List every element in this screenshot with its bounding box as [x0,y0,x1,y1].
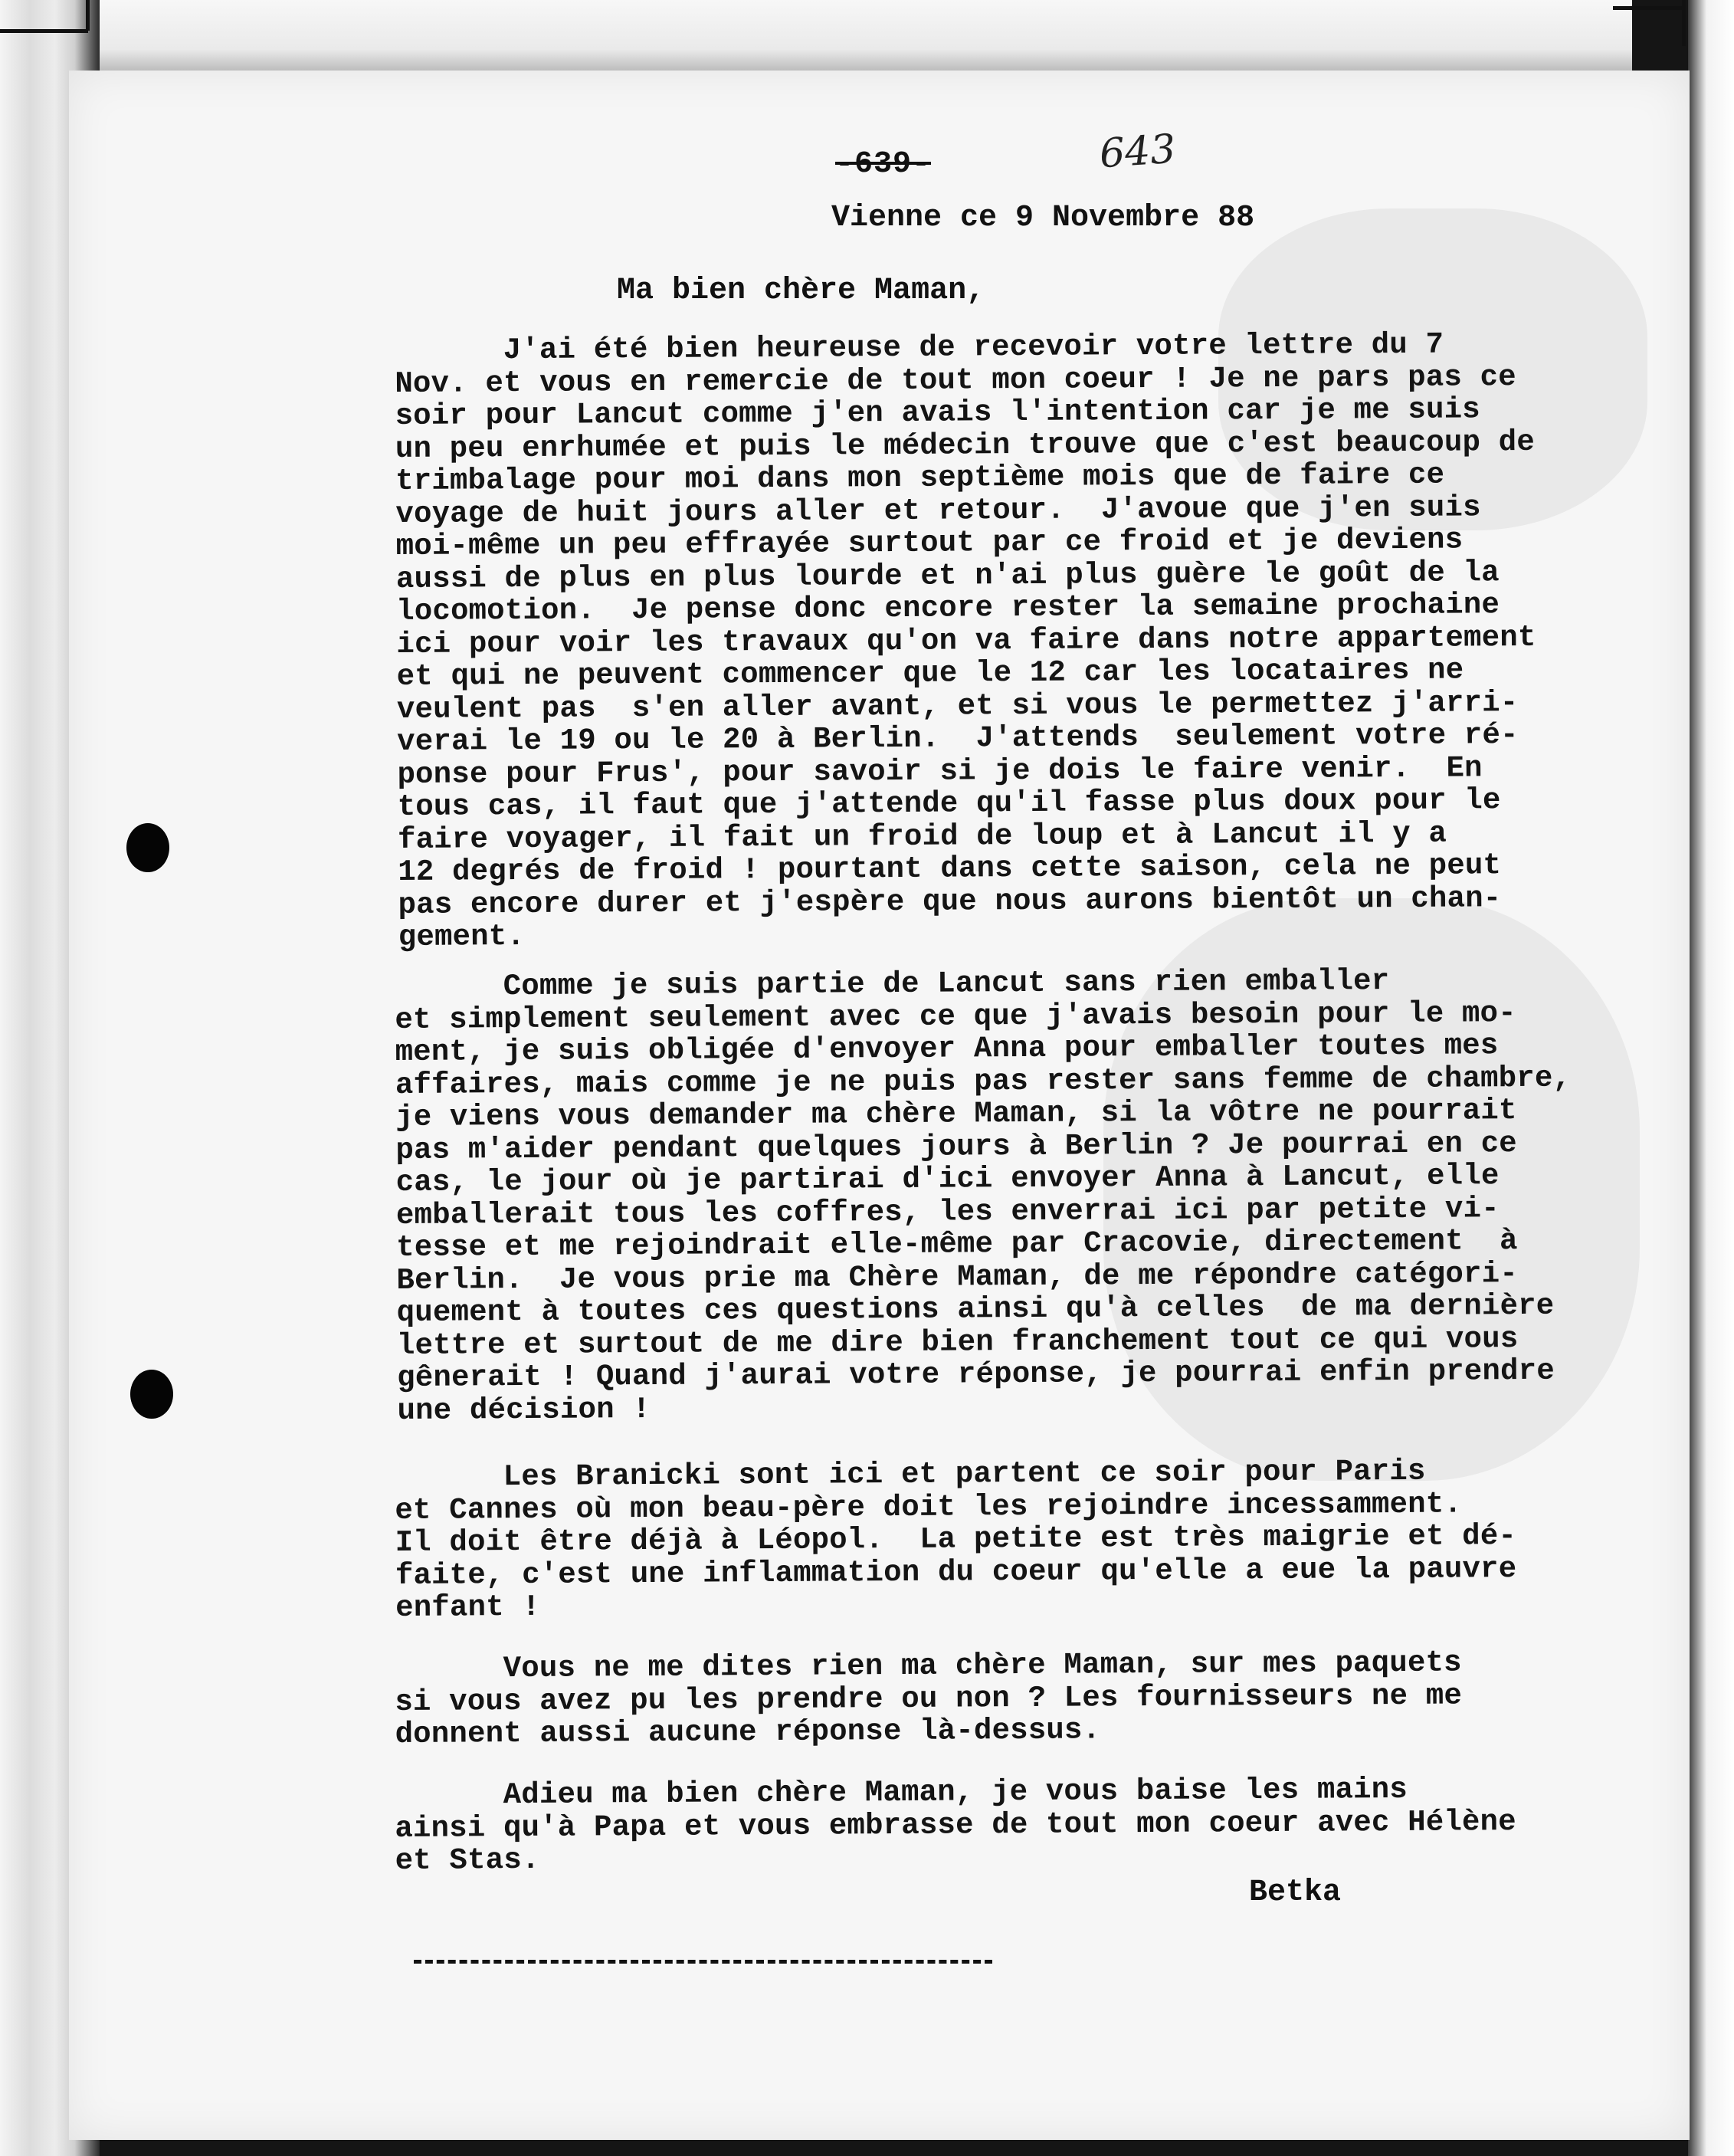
text-line: Il doit être déjà à Léopol. La petite est très maigrie et dé- [395,1519,1517,1560]
text-line: quement à toutes ces questions ainsi qu'à celles de ma dernière [396,1288,1555,1330]
text-line: Comme je suis partie de Lancut sans rien emballer [394,964,1390,1004]
text-line: voyage de huit jours aller et retour. J'avoue que j'en suis [395,490,1481,531]
crop-mark-top-left-vertical [86,0,90,31]
crop-mark-top-left-horizontal [0,29,88,33]
text-line: enfant ! [395,1590,541,1625]
paragraph-4 [395,1646,1690,1751]
paragraph-1 [395,327,1690,954]
paragraph-2 [395,963,1690,1427]
text-line: Nov. et vous en remercie de tout mon coeur ! Je ne pars pas ce [395,359,1516,401]
text-line: locomotion. Je pense donc encore rester la semaine prochaine [396,588,1500,628]
date-line: Vienne ce 9 Novembre 88 [831,201,1255,235]
text-line: emballerait tous les coffres, les enverrai ici par petite vi- [395,1191,1500,1232]
text-line: pas m'aider pendant quelques jours à Berlin ? Je pourrai en ce [395,1126,1517,1167]
text-line: et qui ne peuvent commencer que le 12 car les locataires ne [396,653,1464,694]
text-line: donnent aussi aucune réponse là-dessus. [395,1713,1101,1751]
punch-hole-top [126,823,169,872]
text-line: tesse et me rejoindrait elle-même par Cracovie, directement à [396,1224,1518,1265]
text-line: et Cannes où mon beau-père doit les rejoindre incessamment. [395,1486,1463,1528]
text-line: je viens vous demander ma chère Maman, si la vôtre ne pourrait [395,1094,1517,1134]
text-line: si vous avez pu les prendre ou non ? Les fournisseurs ne me [395,1678,1463,1719]
text-line: une décision ! [397,1392,651,1428]
text-line: Les Branicki sont ici et partent ce soir pour Paris [394,1454,1426,1495]
text-line: gênerait ! Quand j'aurai votre réponse, je pourrai enfin prendre [397,1354,1555,1395]
paragraph-5 [395,1772,1690,1878]
text-line: Berlin. Je vous prie ma Chère Maman, de me répondre catégori- [396,1256,1519,1298]
text-line: ment, je suis obligée d'envoyer Anna pour emballer toutes mes [395,1029,1499,1069]
text-line: faire voyager, il fait un froid de loup et à Lancut il y a [397,816,1447,857]
text-line: ici pour voir les travaux qu'on va faire dans notre appartement [396,620,1536,661]
document-page [69,71,1690,2140]
scanner-right-edge [1688,0,1734,2156]
paragraph-3 [395,1454,1690,1625]
text-line: tous cas, il faut que j'attende qu'il fasse plus doux pour le [397,783,1501,824]
text-line: ainsi qu'à Papa et vous embrasse de tout mon coeur avec Hélène [395,1804,1516,1846]
page-number: -639- [835,147,932,182]
text-line: et Stas. [395,1843,540,1878]
closing-rule [414,1960,992,1964]
text-line: veulent pas s'en aller avant, et si vous le permettez j'arri- [396,685,1519,727]
punch-hole-bottom [130,1370,173,1419]
text-line: aussi de plus en plus lourde et n'ai plus guère le goût de la [395,555,1500,596]
text-line: J'ai été bien heureuse de recevoir votre lettre du 7 [394,327,1444,368]
text-line: cas, le jour où je partirai d'ici envoyer Anna à Lancut, elle [395,1159,1500,1199]
signature: Betka [1249,1875,1342,1910]
text-line: moi-même un peu effrayée surtout par ce froid et je deviens [395,523,1464,563]
text-line: soir pour Lancut comme j'en avais l'intention car je me suis [395,392,1480,433]
text-line: 12 degrés de froid ! pourtant dans cette saison, cela ne peut [398,848,1502,889]
text-line: Adieu ma bien chère Maman, je vous baise les mains [394,1772,1408,1813]
text-line: affaires, mais comme je ne puis pas rester sans femme de chambre, [395,1061,1572,1102]
salutation: Ma bien chère Maman, [617,274,985,308]
text-line: ponse pour Frus', pour savoir si je dois le faire venir. En [397,750,1483,792]
handwritten-page-number: 643 [1098,126,1178,178]
text-line: un peu enrhumée et puis le médecin trouve que c'est beaucoup de [395,425,1536,466]
text-line: Vous ne me dites rien ma chère Maman, sur mes paquets [394,1646,1462,1686]
text-line: trimbalage pour moi dans mon septième mois que de faire ce [395,458,1445,498]
text-line: gement. [398,919,526,954]
scanner-top-edge [100,0,1632,71]
text-line: lettre et surtout de me dire bien franchement tout ce qui vous [396,1321,1519,1363]
text-line: pas encore durer et j'espère que nous aurons bientôt un chan- [398,881,1502,922]
crop-mark-top-right-horizontal [1613,6,1686,10]
text-line: et simplement seulement avec ce que j'avais besoin pour le mo- [395,996,1516,1037]
text-line: verai le 19 ou le 20 à Berlin. J'attends seulement votre ré- [397,718,1519,759]
text-line: faite, c'est une inflammation du coeur qu'elle a eue la pauvre [395,1551,1517,1593]
